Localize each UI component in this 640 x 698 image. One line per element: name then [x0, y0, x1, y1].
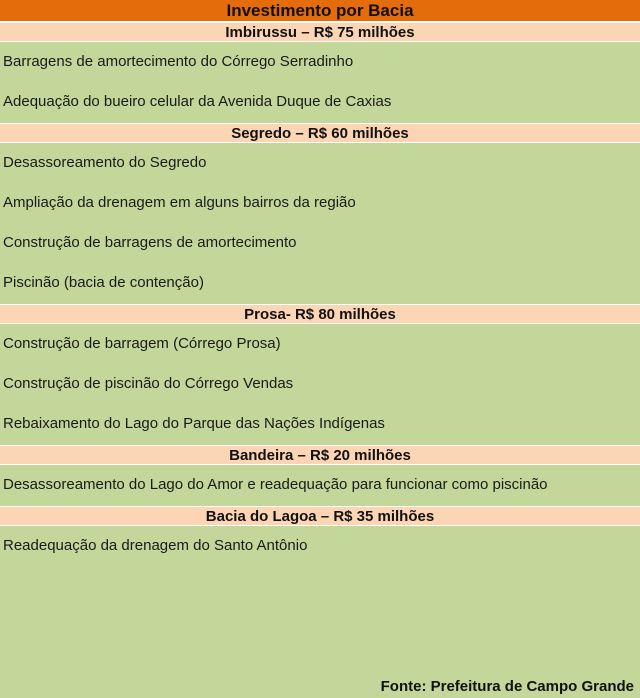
- basin-items-prosa: [0, 324, 640, 445]
- basin-items-imbirussu: [0, 42, 640, 123]
- list-item: Desassoreamento do Lago do Amor e readequação para funcionar como piscinão: [3, 476, 548, 493]
- source-footer: Fonte: Prefeitura de Campo Grande: [380, 678, 634, 695]
- list-item: Piscinão (bacia de contenção): [3, 274, 204, 291]
- basin-items-bandeira: [0, 465, 640, 506]
- list-item: Construção de barragem (Córrego Prosa): [3, 335, 281, 352]
- basin-header-prosa: Prosa- R$ 80 milhões: [0, 304, 640, 324]
- list-item: Desassoreamento do Segredo: [3, 154, 207, 171]
- list-item: Rebaixamento do Lago do Parque das Nações Indígenas: [3, 415, 385, 432]
- list-item: Readequação da drenagem do Santo Antônio: [3, 537, 308, 554]
- basin-header-segredo: Segredo – R$ 60 milhões: [0, 123, 640, 143]
- list-item: Construção de piscinão do Córrego Vendas: [3, 375, 294, 392]
- basin-items-lagoa: [0, 526, 640, 567]
- basin-items-segredo: [0, 143, 640, 304]
- list-item: Ampliação da drenagem em alguns bairros da região: [3, 194, 356, 211]
- list-item: Adequação do bueiro celular da Avenida Duque de Caxias: [3, 93, 392, 110]
- list-item: Barragens de amortecimento do Córrego Serradinho: [3, 53, 354, 70]
- list-item: Construção de barragens de amortecimento: [3, 234, 297, 251]
- basin-header-lagoa: Bacia do Lagoa – R$ 35 milhões: [0, 506, 640, 526]
- basin-header-bandeira: Bandeira – R$ 20 milhões: [0, 445, 640, 465]
- basin-header-imbirussu: Imbirussu – R$ 75 milhões: [0, 22, 640, 42]
- table-title: Investimento por Bacia: [0, 0, 640, 22]
